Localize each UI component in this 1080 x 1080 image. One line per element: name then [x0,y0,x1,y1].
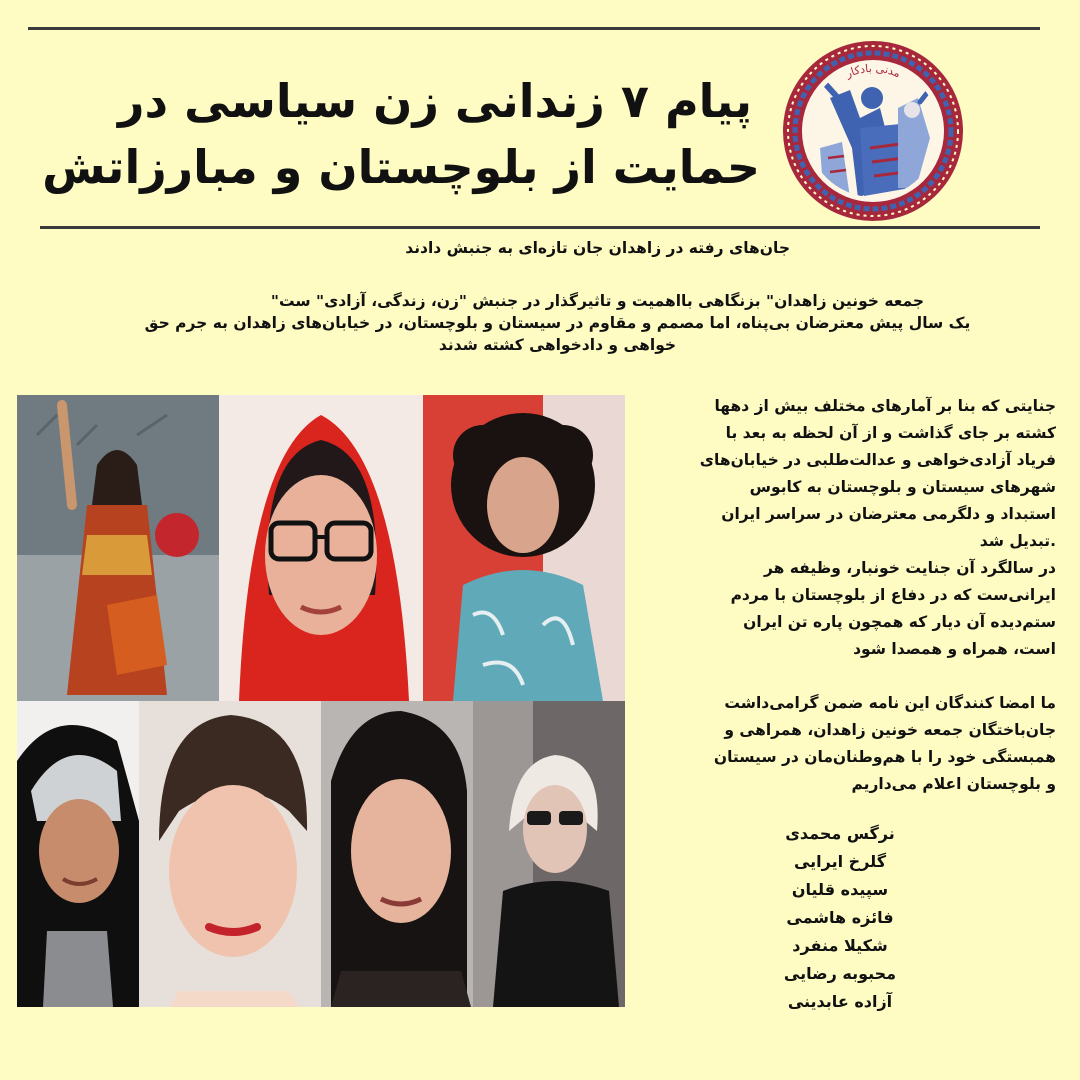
signatory-name: فائزه هاشمی [786,908,894,927]
body-p1-line-4: شهرهای سیستان و بلوچستان به کابوس [749,478,1056,496]
body-p2-line-4: است، همراه و همصدا شود [853,640,1056,658]
body-p2-line-3: ستم‌دیده آن دیار که همچون پاره تن ایران [743,613,1056,631]
intro-line-1: جمعه خونین زاهدان" بزنگاهی بااهمیت و تاثیرگذار در جنبش "زن، زندگی، آزادی" ست" [270,292,925,310]
photo-woman-sunglasses [473,701,625,1007]
signatory-name: شکیلا منفرد [792,936,888,955]
intro-line-3: خواهی و دادخواهی کشته شدند [438,336,677,354]
organization-logo [780,38,966,224]
body-p1-line-5: استبداد و دلگرمی معترضان در سراسر ایران [721,505,1056,523]
signatory-name: سپیده قلیان [791,880,889,899]
photo-woman-dark-hair [321,701,473,1007]
body-p3-line-3: همبستگی خود را با هم‌وطنان‌مان در سیستان [713,748,1056,766]
top-divider [28,27,1040,30]
photo-woman-red-headscarf [219,395,423,701]
photo-collage [17,395,625,1007]
body-p3-line-2: جان‌باختگان جمعه خونین زاهدان، همراهی و [724,721,1056,739]
page-title [42,68,760,200]
intro-paragraph [75,290,1040,356]
statement-body [636,393,1056,798]
protest-women-emblem-icon [780,38,966,224]
body-p3-line-1: ما امضا کنندگان این نامه ضمن گرامی‌داشت [724,694,1056,712]
signatory-name: گلرخ ایرایی [793,852,886,871]
title-line-1: پیام ۷ زندانی زن سیاسی در [118,74,752,128]
photo-woman-black-chador [17,701,139,1007]
header-divider [40,226,1040,229]
signatories-list [720,820,960,1016]
logo-text: مدنی بادکار [843,61,903,81]
subtitle: جان‌های رفته در زاهدان جان تازه‌ای به جنبش دادند [405,239,790,257]
body-p3-line-4: و بلوچستان اعلام می‌داریم [851,775,1056,793]
intro-line-2: یک سال پیش معترضان بی‌پناه، اما مصمم و مقاوم در سیستان و بلوچستان، در خیابان‌های زاهدان به جرم حق [144,314,971,332]
body-p1-line-2: کشته بر جای گذاشت و از آن لحظه به بعد با [725,424,1056,442]
body-p2-line-2: ایرانی‌ست که در دفاع از بلوچستان با مردم [730,586,1056,604]
photo-woman-with-flowers [17,395,219,701]
body-p1-line-1: جنایتی که بنا بر آمارهای مختلف بیش از دهها [714,397,1056,415]
body-p2-line-1: در سالگرد آن جنایت خونبار، وظیفه هر [763,559,1056,577]
photo-woman-short-hair [139,701,321,1007]
title-line-2: حمایت از بلوچستان و مبارزاتش [42,140,760,194]
photo-woman-curly-hair [423,395,625,701]
body-p1-line-3: فریاد آزادی‌خواهی و عدالت‌طلبی در خیابان‌های [699,451,1056,469]
paragraph-spacer [636,663,1056,690]
body-p1-line-6: .تبدیل شد [979,532,1056,550]
signatory-name: نرگس محمدی [785,824,895,843]
signatory-name: آزاده عابدینی [787,992,893,1011]
signatory-name: محبوبه رضایی [783,964,897,983]
